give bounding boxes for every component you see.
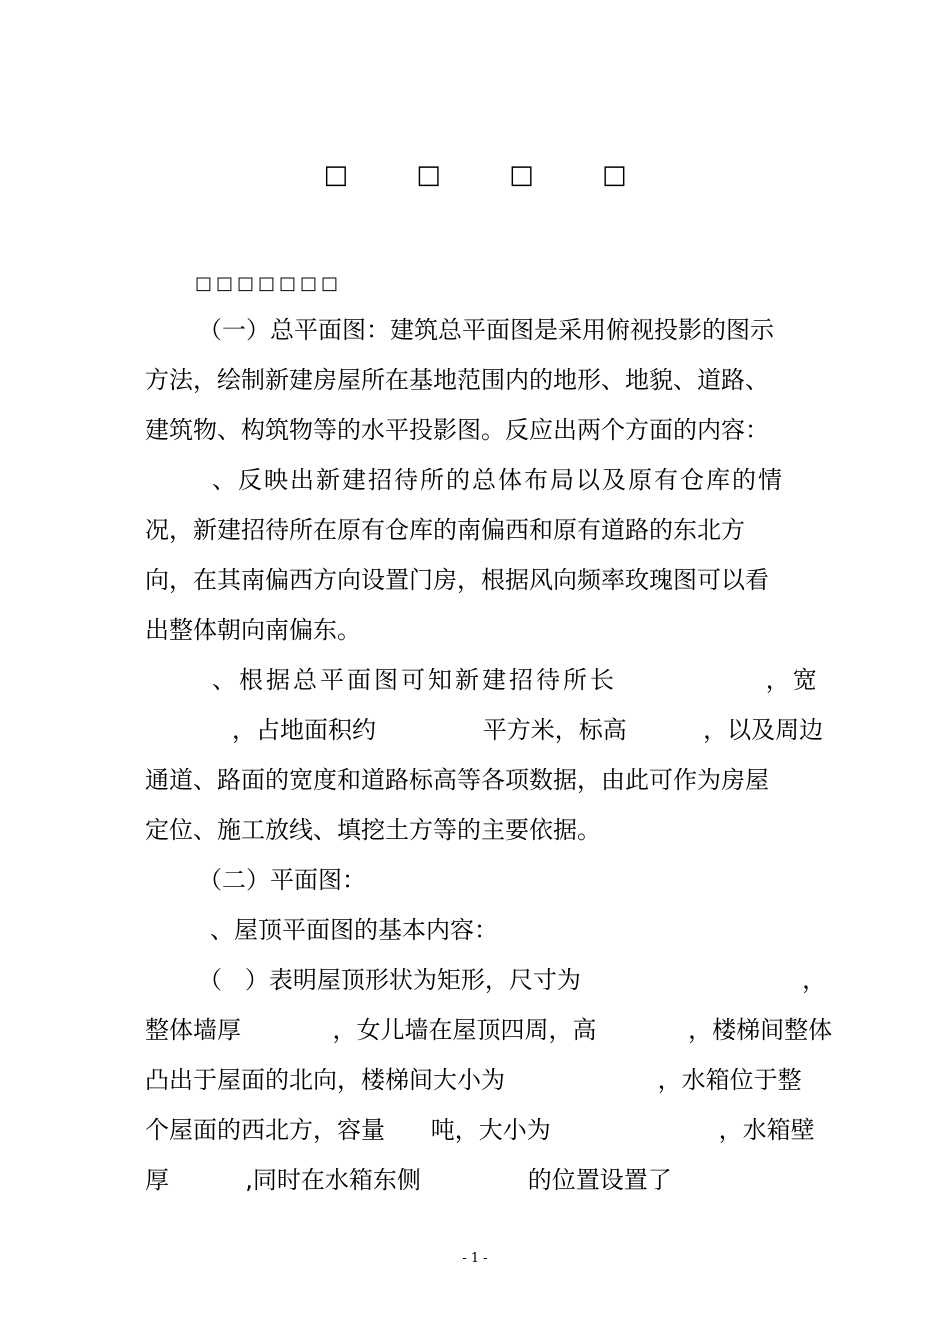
paragraph-line: 向，在其南偏西方向设置门房，根据风向频率玫瑰图可以看: [145, 566, 769, 594]
paragraph-line: 个屋面的西北方，容量 吨，大小为 ，水箱壁: [145, 1116, 815, 1144]
paragraph-line: 况，新建招待所在原有仓库的南偏西和原有道路的东北方: [145, 516, 745, 544]
paragraph-line: 厚 ,同时在水箱东侧 的位置设置了: [145, 1166, 672, 1194]
paragraph-line: 、屋顶平面图的基本内容：: [210, 916, 498, 944]
document-title: □ □ □ □: [323, 160, 657, 190]
paragraph-line: （ ）表明屋顶形状为矩形，尺寸为 ，: [198, 966, 827, 994]
paragraph-line: 出整体朝向南偏东。: [145, 616, 361, 644]
paragraph-line: （二）平面图：: [198, 866, 366, 894]
section-heading: □□□□□□□: [195, 273, 343, 294]
paragraph-line: 建筑物、构筑物等的水平投影图。反应出两个方面的内容：: [145, 416, 769, 444]
page-number: - 1 -: [462, 1251, 488, 1266]
paragraph-line: 整体墙厚 ，女儿墙在屋顶四周，高 ，楼梯间整体: [145, 1016, 833, 1044]
paragraph-line: 凸出于屋面的北向，楼梯间大小为 ，水箱位于整: [145, 1066, 802, 1094]
paragraph-line: 方法，绘制新建房屋所在基地范围内的地形、地貌、道路、: [145, 366, 769, 394]
paragraph-line: （一）总平面图：建筑总平面图是采用俯视投影的图示: [198, 316, 774, 344]
paragraph-line: 通道、路面的宽度和道路标高等各项数据，由此可作为房屋: [145, 766, 769, 794]
paragraph-line: 定位、施工放线、填挖土方等的主要依据。: [145, 816, 601, 844]
paragraph-line: 、反映出新建招待所的总体布局以及原有仓库的情: [212, 466, 784, 494]
paragraph-line: 、根据总平面图可知新建招待所长 ，宽: [212, 666, 820, 694]
paragraph-line: ，占地面积约 平方米，标高 ，以及周边: [232, 716, 824, 744]
